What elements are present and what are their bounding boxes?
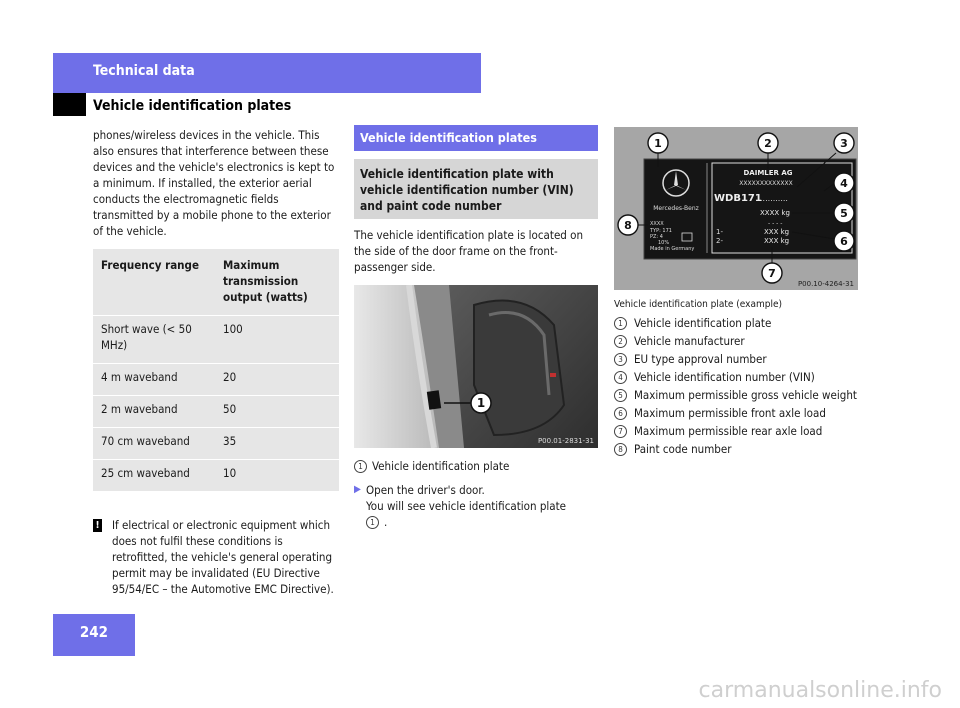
list-item bbox=[614, 387, 858, 403]
plate-legend bbox=[614, 315, 858, 457]
plate-callout-6: 6 bbox=[840, 235, 848, 248]
plate-percent: 10% bbox=[658, 240, 670, 246]
legend-text: Maximum permissible rear axle load bbox=[634, 424, 823, 438]
plate-callout-8: 8 bbox=[624, 219, 632, 232]
middle-column bbox=[354, 125, 598, 530]
plate-callout-5: 5 bbox=[840, 207, 848, 220]
plate-code: P00.10-4264-31 bbox=[797, 280, 854, 288]
legend-text: Paint code number bbox=[634, 442, 732, 456]
table-row bbox=[93, 428, 339, 460]
step-arrow-icon: ▶ bbox=[354, 484, 361, 495]
callout-number-icon: 8 bbox=[614, 443, 627, 456]
instruction-step bbox=[354, 482, 598, 530]
warning-icon: ! bbox=[93, 519, 102, 532]
legend-text: Maximum permissible front axle load bbox=[634, 406, 826, 420]
legend-text: Vehicle identification number (VIN) bbox=[634, 370, 815, 384]
callout-number-icon: 3 bbox=[614, 353, 627, 366]
plate-callout-3: 3 bbox=[840, 137, 848, 150]
plate-vin: WDB171 bbox=[714, 193, 762, 204]
list-item bbox=[614, 423, 858, 439]
frequency-table bbox=[93, 249, 339, 491]
list-item bbox=[614, 369, 858, 385]
table-cell-output: 20 bbox=[215, 364, 339, 396]
plate-approval: XXXXXXXXXXXXX bbox=[739, 180, 793, 187]
intro-paragraph: phones/wireless devices in the vehicle. This also ensures that interference between these devices and the vehicle's electronics is kept to a minimum. If installed, the exterior aerial conducts the electromagnetic fields transmitted by a mobile phone to the exterior of the vehicle. bbox=[93, 128, 335, 238]
location-paragraph: The vehicle identification plate is located on the side of the door frame on the front-passenger side. bbox=[354, 228, 584, 274]
table-cell-range: 70 cm waveband bbox=[93, 428, 215, 460]
photo-code: P00.01-2831-31 bbox=[537, 437, 594, 445]
photo-caption bbox=[354, 458, 598, 474]
header-marker bbox=[53, 93, 86, 116]
callout-number-icon: 1 bbox=[366, 516, 379, 529]
plate-caption: Vehicle identification plate (example) bbox=[614, 299, 783, 310]
plate-diagram bbox=[614, 127, 858, 290]
warning-note bbox=[93, 517, 341, 597]
plate-callout-4: 4 bbox=[840, 177, 848, 190]
list-item bbox=[614, 333, 858, 349]
legend-text: Vehicle identification plate bbox=[634, 316, 772, 330]
table-cell-output: 10 bbox=[215, 460, 339, 492]
table-cell-range: Short wave (< 50 MHz) bbox=[93, 316, 215, 364]
table-row bbox=[93, 396, 339, 428]
door-frame-illustration bbox=[354, 285, 598, 448]
photo-callout: 1 bbox=[476, 396, 486, 410]
callout-number-icon: 7 bbox=[614, 425, 627, 438]
step-result-text: You will see vehicle identification plate bbox=[366, 499, 567, 513]
watermark: carmanualsonline.info bbox=[698, 678, 942, 703]
page-number: 242 bbox=[79, 623, 109, 641]
callout-number-icon: 6 bbox=[614, 407, 627, 420]
legend-text: Vehicle manufacturer bbox=[634, 334, 745, 348]
section-heading: Vehicle identification plates bbox=[354, 125, 598, 151]
list-item bbox=[614, 351, 858, 367]
plate-paint: XXXX bbox=[650, 221, 664, 227]
list-item bbox=[614, 441, 858, 457]
table-header-output: Maximum transmission output (watts) bbox=[223, 258, 308, 304]
table-row bbox=[93, 460, 339, 492]
plate-weight-dashes: - - - - bbox=[768, 220, 783, 227]
plate-brand: Mercedes-Benz bbox=[653, 205, 699, 212]
step-result: You will see vehicle identification plate 1 . bbox=[366, 499, 567, 529]
table-cell-output: 50 bbox=[215, 396, 339, 428]
table-cell-range: 25 cm waveband bbox=[93, 460, 215, 492]
subsection-heading: Vehicle identification plate with vehicle identification number (VIN) and paint code number bbox=[354, 159, 598, 219]
plate-callout-7: 7 bbox=[768, 267, 776, 280]
plate-weight-gross: XXXX kg bbox=[760, 209, 790, 217]
table-header-row bbox=[93, 249, 339, 316]
table-cell-output: 100 bbox=[215, 316, 339, 364]
page-title: Vehicle identification plates bbox=[93, 98, 292, 114]
warning-text: If electrical or electronic equipment which does not fulfil these conditions is retrofitted, the vehicle's general operating permit may be invalidated (EU Directive 95/54/EC – the Automotive EMC Directive). bbox=[112, 518, 334, 596]
plate-typ: TYP: 171 bbox=[650, 228, 672, 234]
table-row bbox=[93, 364, 339, 396]
plate-callout-2: 2 bbox=[764, 137, 772, 150]
step-text: Open the driver's door. bbox=[366, 483, 485, 497]
table-cell-range: 2 m waveband bbox=[93, 396, 215, 428]
legend-text: EU type approval number bbox=[634, 352, 767, 366]
callout-number-icon: 4 bbox=[614, 371, 627, 384]
callout-number-icon: 2 bbox=[614, 335, 627, 348]
plate-manufacturer: DAIMLER AG bbox=[743, 169, 793, 177]
plate-weight-front: XXX kg bbox=[764, 228, 790, 236]
plate-callout-1: 1 bbox=[654, 137, 662, 150]
door-frame-photo bbox=[354, 285, 598, 448]
plate-made-in: Made in Germany bbox=[650, 246, 695, 252]
table-cell-range: 4 m waveband bbox=[93, 364, 215, 396]
list-item bbox=[614, 315, 858, 331]
section-title: Technical data bbox=[93, 63, 195, 79]
right-column bbox=[614, 127, 858, 457]
left-column bbox=[93, 127, 341, 597]
plate-axle-front: 1- bbox=[716, 228, 723, 236]
callout-number-icon: 1 bbox=[614, 317, 627, 330]
plate-illustration bbox=[614, 127, 858, 290]
callout-number-icon: 1 bbox=[354, 460, 367, 473]
plate-vin-dots: ........... bbox=[760, 194, 788, 203]
list-item bbox=[614, 405, 858, 421]
table-row bbox=[93, 316, 339, 364]
table-header-frequency: Frequency range bbox=[101, 258, 199, 272]
callout-number-icon: 5 bbox=[614, 389, 627, 402]
plate-axle-rear: 2- bbox=[716, 237, 723, 245]
photo-caption-text: Vehicle identification plate bbox=[372, 459, 510, 473]
legend-text: Maximum permissible gross vehicle weight bbox=[634, 388, 857, 402]
plate-pz: PZ: 4 bbox=[650, 234, 663, 240]
table-cell-output: 35 bbox=[215, 428, 339, 460]
plate-weight-rear: XXX kg bbox=[764, 237, 790, 245]
